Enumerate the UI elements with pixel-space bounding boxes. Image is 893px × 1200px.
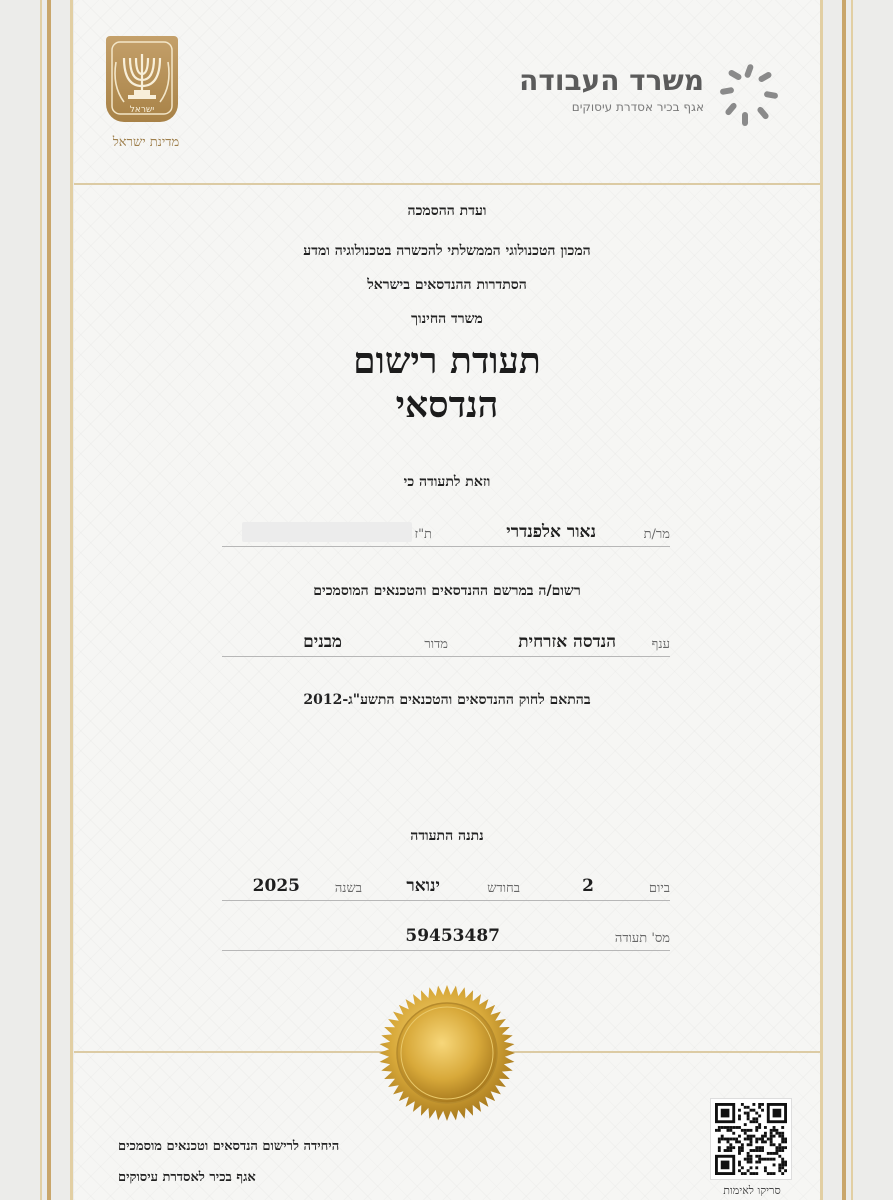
branch-label: ענף	[651, 637, 670, 652]
registered-text: רשום/ה במרשם ההנדסאים והטכנאים המוסמכים	[313, 583, 581, 599]
issued-text: נתנה התעודה	[410, 828, 484, 844]
left-border-inner	[70, 0, 73, 1200]
state-label: מדינת ישראל	[112, 135, 180, 150]
verification-qr-code[interactable]	[710, 1098, 792, 1180]
id-label: ת"ז	[414, 527, 432, 542]
branch-value: הנדסה אזרחית	[518, 632, 616, 652]
issuer-line-3: הסתדרות ההנדסאים בישראל	[367, 277, 527, 293]
certificate-number-value: 59453487	[405, 926, 500, 946]
month-label: בחודש	[487, 881, 520, 896]
certificate-title-line-2: הנדסאי	[395, 384, 499, 426]
state-emblem	[106, 36, 182, 122]
id-redacted	[242, 522, 412, 542]
month-value: ינואר	[406, 876, 440, 896]
holder-name: נאור אלפנדרי	[506, 522, 596, 542]
right-border-mid	[842, 0, 846, 1200]
issuer-line-1: ועדת ההסמכה	[407, 203, 487, 219]
left-border-mid	[47, 0, 51, 1200]
ministry-subtitle: אגף בכיר אסדרת עיסוקים	[571, 100, 704, 114]
emblem-text: ישראל	[129, 105, 155, 115]
footer-line-1: היחידה לרישום הנדסאים וטכנאים מוסמכים	[118, 1139, 340, 1154]
footer-line-2[interactable]: אגף בכיר לאסדרת עיסוקים	[118, 1170, 256, 1185]
right-border-outer	[851, 0, 853, 1200]
left-border-outer	[40, 0, 42, 1200]
ministry-logo-icon	[716, 60, 786, 130]
year-label: בשנה	[334, 881, 362, 896]
certificate-number-row	[222, 924, 670, 951]
qr-label: סריקו לאימות	[723, 1184, 781, 1197]
issuer-line-4: משרד החינוך	[411, 311, 483, 327]
issuer-line-2: המכון הטכנולוגי הממשלתי להכשרה בטכנולוגיה ומדע	[303, 243, 591, 259]
gold-seal-icon	[377, 983, 517, 1123]
header-divider	[74, 183, 820, 185]
year-value: 2025	[252, 876, 300, 896]
mr-label: מר/ת	[643, 527, 670, 542]
day-label: ביום	[648, 881, 670, 896]
track-value: מבנים	[303, 632, 342, 652]
certificate-number-label: מס' תעודה	[614, 931, 670, 946]
ministry-logo-block	[516, 60, 786, 130]
certificate-title-line-1: תעודת רישום	[353, 340, 541, 382]
menorah-emblem-icon	[106, 36, 178, 122]
day-value: 2	[582, 876, 594, 896]
holder-row	[222, 520, 670, 547]
ministry-title: משרד העבודה	[519, 64, 704, 97]
right-border-inner	[820, 0, 823, 1200]
branch-row	[222, 630, 670, 657]
certify-text: וזאת לתעודה כי	[403, 474, 491, 490]
date-row	[222, 874, 670, 901]
law-text: בהתאם לחוק ההנדסאים והטכנאים התשע"ג-2012	[303, 692, 591, 708]
track-label: מדור	[424, 637, 448, 652]
